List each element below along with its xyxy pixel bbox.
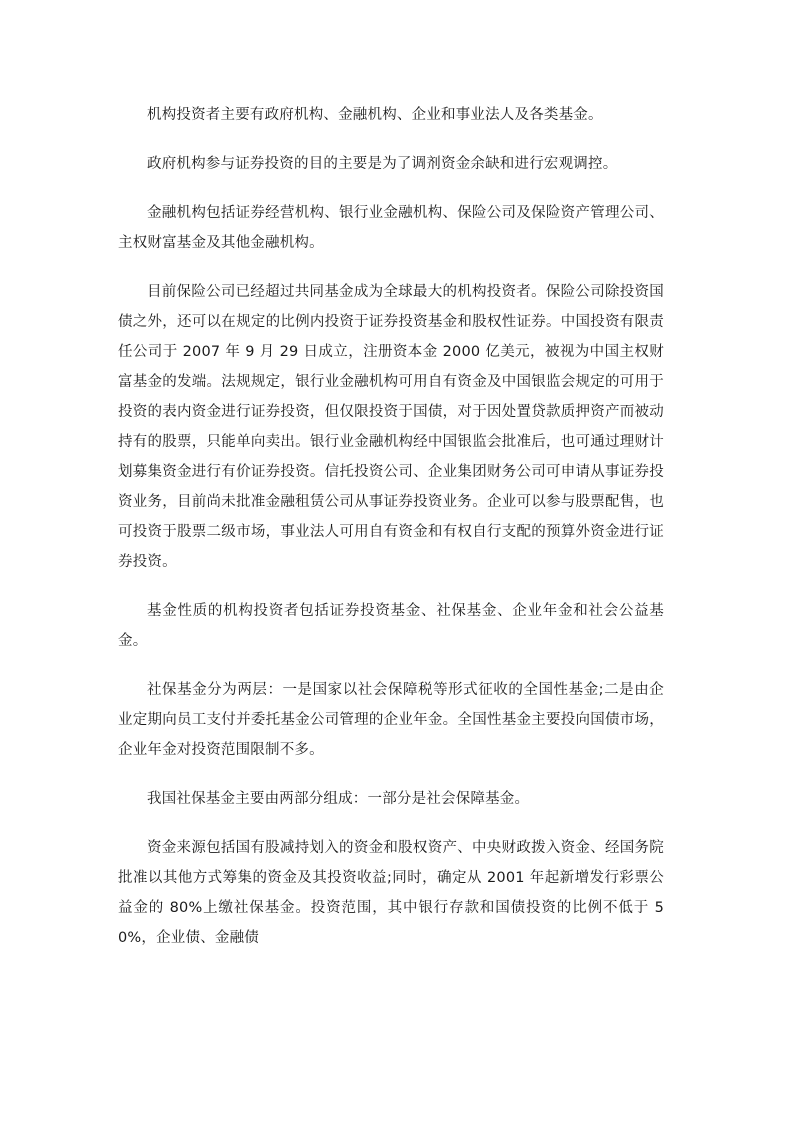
paragraph-fund-sources: 资金来源包括国有股减持划入的资金和股权资产、中央财政拨入资金、经国务院 批准以其他方式筹集的资金及其投资收益;同时，确定从 2001 年起新增发行彩票公益金的 80%上缴社保基金。投资范围，其中银行存款和国债投资的比例不低于 50%，企业债、金融债 [118, 840, 664, 946]
paragraph-financial-institutions: 金融机构包括证券经营机构、银行业金融机构、保险公司及保险资产管理公司、主权财富基金及其他金融机构。 [118, 205, 664, 251]
document-page [118, 100, 664, 972]
paragraph-social-security-layers: 社保基金分为两层：一是国家以社会保障税等形式征收的全国性基金;二是由企业定期向员工支付并委托基金公司管理的企业年金。全国性基金主要投向国债市场，企业年金对投资范围限制不多。 [118, 682, 664, 758]
paragraph-government-agencies: 政府机构参与证券投资的目的主要是为了调剂资金余缺和进行宏观调控。 [147, 156, 618, 172]
paragraph-institutional-investors: 机构投资者主要有政府机构、金融机构、企业和事业法人及各类基金。 [147, 107, 603, 123]
paragraph-fund-investors: 基金性质的机构投资者包括证券投资基金、社保基金、企业年金和社会公益基金。 [118, 603, 664, 649]
paragraph-insurance-companies: 目前保险公司已经超过共同基金成为全球最大的机构投资者。保险公司除投资国债之外，还可以在规定的比例内投资于证券投资基金和股权性证券。中国投资有限责任公司于 2007 年 9 月 29 日成立，注册资本金 2000 亿美元，被视为中国主权财富基金的发端。法规规定，银行业金融机构可用自有资金及中国银监会规定的可用于投资的表内资金进行证券投资，但仅限投资于国债，对于因处置贷款质押资产而被动持有的股票，只能单向卖出。银行业金融机构经中国银监会批准后，也可通过理财计划募集资金进行有价证券投资。信托投资公司、企业集团财务公司可申请从事证券投资业务，目前尚未批准金融租赁公司从事证券投资业务。企业可以参与股票配售，也可投资于股票二级市场，事业法人可用自有资金和有权自行支配的预算外资金进行证券投资。 [118, 284, 664, 570]
paragraph-social-security-composition: 我国社保基金主要由两部分组成：一部分是社会保障基金。 [147, 791, 530, 807]
